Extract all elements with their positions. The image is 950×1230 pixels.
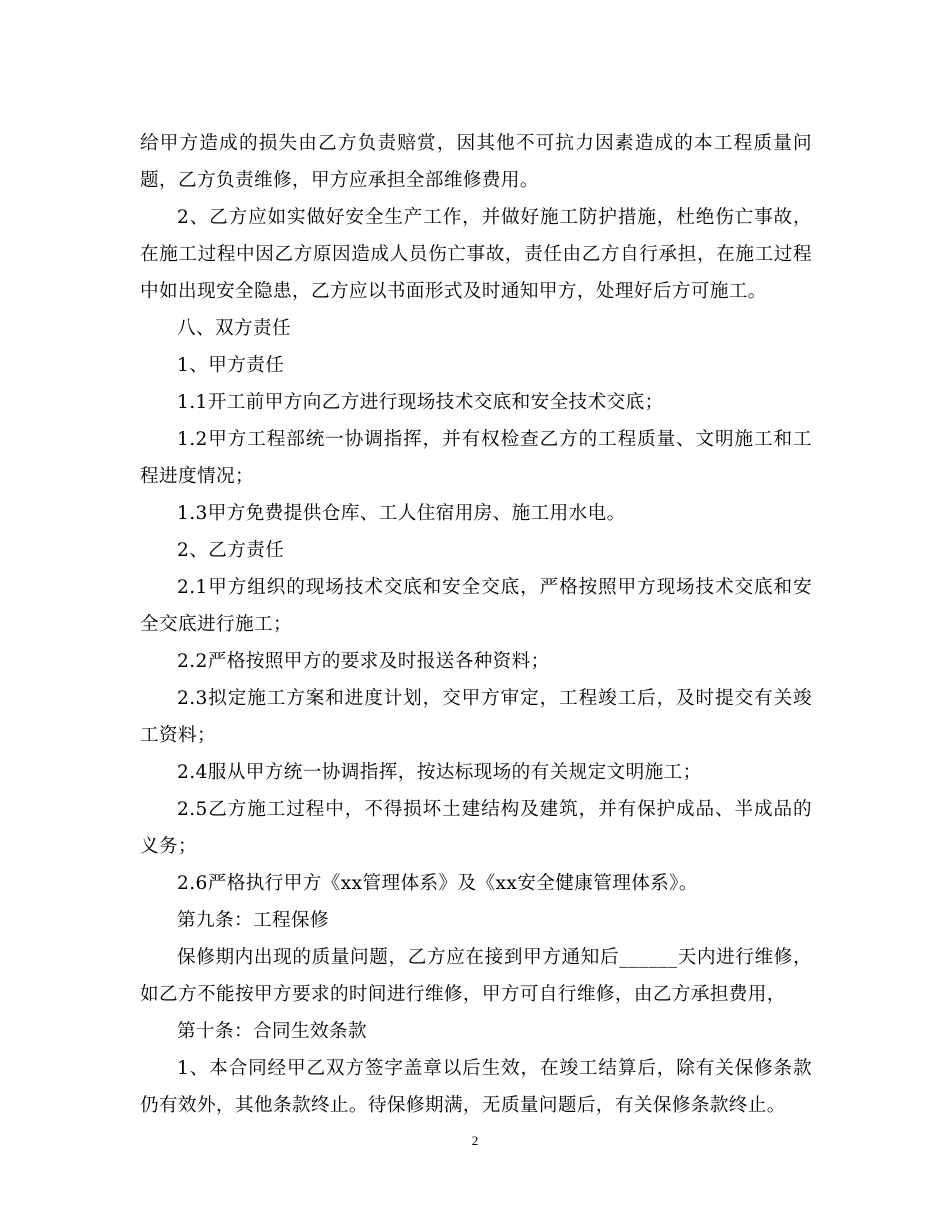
subsection-heading: 2、乙方责任	[177, 540, 285, 561]
clause-item: 2.5乙方施工过程中，不得损坏土建结构及建筑，并有保护成品、半成品的义务；	[140, 799, 812, 857]
clause-item: 2.6严格执行甲方《xx管理体系》及《xx安全健康管理体系》。	[177, 873, 698, 894]
document-body	[140, 125, 812, 1124]
paragraph: 1、本合同经甲乙双方签字盖章以后生效，在竣工结算后，除有关保修条款仍有效外，其他条款终止。待保修期满，无质量问题后，有关保修条款终止。	[140, 1058, 812, 1116]
clause-item: 1.1开工前甲方向乙方进行现场技术交底和安全技术交底；	[177, 392, 664, 413]
clause-item: 2.4服从甲方统一协调指挥，按达标现场的有关规定文明施工；	[177, 762, 702, 783]
clause-item: 2.1甲方组织的现场技术交底和安全交底，严格按照甲方现场技术交底和安全交底进行施工；	[140, 577, 812, 635]
clause-item: 1.3甲方免费提供仓库、工人住宿用房、施工用水电。	[177, 503, 626, 524]
article-heading: 第九条：工程保修	[177, 910, 329, 931]
paragraph: 2、乙方应如实做好安全生产工作，并做好施工防护措施，杜绝伤亡事故，在施工过程中因乙方原因造成人员伤亡事故，责任由乙方自行承担，在施工过程中如出现安全隐患，乙方应以书面形式及时通知甲方，处理好后方可施工。	[140, 207, 812, 302]
clause-item: 1.2甲方工程部统一协调指挥，并有权检查乙方的工程质量、文明施工和工程进度情况；	[140, 429, 812, 487]
clause-item: 2.2严格按照甲方的要求及时报送各种资料；	[177, 651, 550, 672]
page-number: 2	[471, 1133, 479, 1148]
article-heading: 第十条：合同生效条款	[177, 1021, 367, 1042]
paragraph: 保修期内出现的质量问题，乙方应在接到甲方通知后______天内进行维修，如乙方不能按甲方要求的时间进行维修，甲方可自行维修，由乙方承担费用，	[140, 947, 812, 1005]
paragraph: 给甲方造成的损失由乙方负责赔赏，因其他不可抗力因素造成的本工程质量问题，乙方负责维修，甲方应承担全部维修费用。	[140, 133, 812, 191]
section-heading: 八、双方责任	[177, 318, 291, 339]
subsection-heading: 1、甲方责任	[177, 355, 285, 376]
clause-item: 2.3拟定施工方案和进度计划，交甲方审定，工程竣工后，及时提交有关竣工资料；	[140, 688, 812, 746]
